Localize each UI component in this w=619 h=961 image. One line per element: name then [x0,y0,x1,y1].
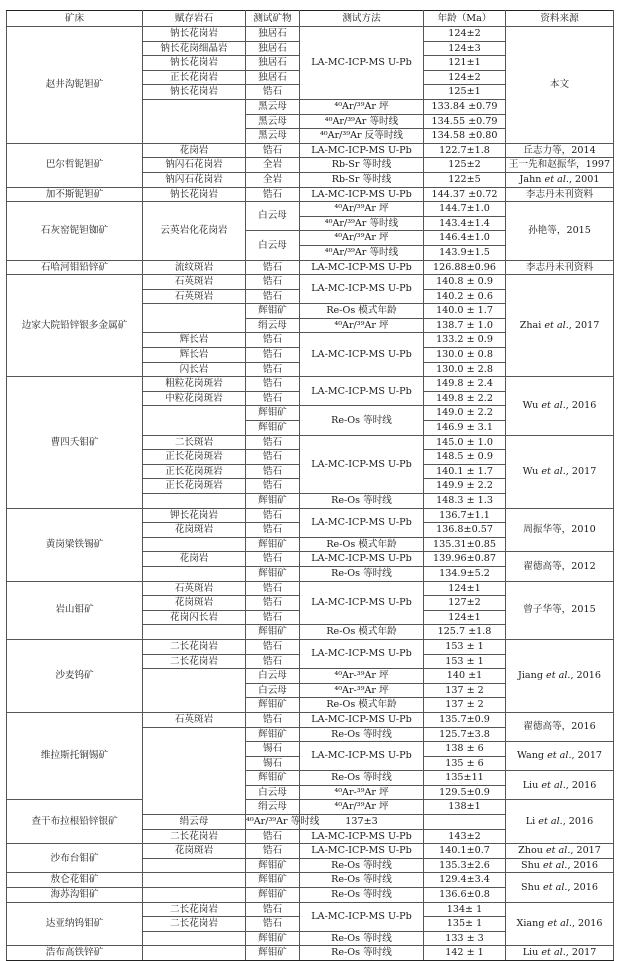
deposit-cell: 曹四夭钼矿 [7,377,143,508]
source-cell: Wu et al., 2016 [506,377,614,435]
age-cell: 145.0 ± 1.0 [424,435,506,450]
deposit-cell: 海苏沟钼矿 [7,888,143,903]
mineral-cell: 全岩 [246,172,300,187]
method-cell: Re-Os 等时线 [300,873,424,888]
mineral-cell: 白云母 [246,683,300,698]
host-rock-cell: 辉长岩 [143,348,246,363]
age-cell: 125±1 [424,85,506,100]
host-rock-cell [143,494,246,509]
age-cell: 140.8 ± 0.9 [424,275,506,290]
host-rock-cell [143,873,246,888]
mineral-cell: 白云母 [246,669,300,684]
age-cell: 129.5±0.9 [424,785,506,800]
deposit-cell: 黄岗梁铁锡矿 [7,508,143,581]
source-cell: 本文 [506,27,614,144]
host-rock-cell: 钠长花岗岩 [143,56,246,71]
age-cell: 149.8 ± 2.4 [424,377,506,392]
mineral-cell: 锆石 [246,581,300,596]
age-cell: 144.7±1.0 [424,202,506,217]
method-cell: LA-MC-ICP-MS U-Pb [300,435,424,493]
host-rock-cell: 花岗岩 [143,143,246,158]
method-cell: ⁴⁰Ar/³⁹Ar 坪 [300,318,424,333]
host-rock-cell [143,537,246,552]
host-rock-cell [143,727,246,815]
age-cell: 143±2 [424,829,506,844]
host-rock-cell [143,304,246,333]
method-cell: LA-MC-ICP-MS U-Pb [300,333,424,377]
header-row [7,11,614,27]
age-cell: 148.5 ± 0.9 [424,450,506,465]
mineral-cell: 辉钼矿 [246,727,300,742]
age-cell: 148.3 ± 1.3 [424,494,506,509]
data-table [6,10,614,961]
age-cell: 149.0 ± 2.2 [424,406,506,421]
mineral-cell: 锆石 [246,654,300,669]
deposit-cell: 浩布高铁锌矿 [7,946,143,961]
host-rock-cell: 钾长花岗岩 [143,508,246,523]
host-rock-cell: 石英斑岩 [143,712,246,727]
mineral-cell: 绢云母 [246,800,300,815]
deposit-cell: 敖仑花钼矿 [7,873,143,888]
method-cell: Re-Os 等时线 [300,931,424,946]
mineral-cell: 辉钼矿 [246,406,300,421]
mineral-cell: 锆石 [246,844,300,859]
deposit-cell: 达亚纳钨钼矿 [7,902,143,946]
method-cell: LA-MC-ICP-MS U-Pb [300,552,424,567]
age-cell: 134± 1 [424,902,506,917]
col-header-deposit: 矿床 [7,11,143,27]
source-cell: Xiang et al., 2016 [506,902,614,946]
mineral-cell: 辉钼矿 [246,304,300,319]
host-rock-cell: 钠闪石花岗岩 [143,172,246,187]
age-cell: 130.0 ± 2.8 [424,362,506,377]
method-cell: ⁴⁰Ar-³⁹Ar 坪 [300,669,424,684]
col-header-source: 资料来源 [506,11,614,27]
age-cell: 139.96±0.87 [424,552,506,567]
deposit-cell: 沙麦钨矿 [7,639,143,712]
host-rock-cell: 花岗闪长岩 [143,610,246,625]
age-cell: 124±1 [424,581,506,596]
source-cell: Li et al., 2016 [506,800,614,844]
mineral-cell: 锆石 [246,523,300,538]
host-rock-cell: 云英岩化花岗岩 [143,202,246,260]
mineral-cell: 锆石 [246,260,300,275]
method-cell: LA-MC-ICP-MS U-Pb [300,27,424,100]
mineral-cell: 独居石 [246,56,300,71]
mineral-cell: 辉钼矿 [246,625,300,640]
source-cell: Shu et al., 2016 [506,873,614,902]
age-cell: 134.58 ±0.80 [424,129,506,144]
table-row [7,873,614,888]
mineral-cell: 锆石 [246,187,300,202]
host-rock-cell: 粗粒花岗斑岩 [143,377,246,392]
mineral-cell: 锆石 [246,596,300,611]
deposit-cell: 沙布台钼矿 [7,844,143,873]
method-cell: ⁴⁰Ar/³⁹Ar 坪 [300,99,424,114]
age-cell: 153 ± 1 [424,654,506,669]
deposit-cell: 赵井沟铌钽矿 [7,27,143,144]
host-rock-cell: 花岗斑岩 [143,523,246,538]
method-cell: Re-Os 等时线 [300,406,424,435]
mineral-cell: 辉钼矿 [246,873,300,888]
method-cell: Re-Os 等时线 [300,771,424,786]
mineral-cell: 锆石 [246,275,300,290]
age-cell: 135± 1 [424,917,506,932]
age-cell: 144.37 ±0.72 [424,187,506,202]
method-cell: LA-MC-ICP-MS U-Pb [300,275,424,304]
deposit-cell: 石哈河钼铅锌矿 [7,260,143,275]
deposit-cell: 边家大院铅锌银多金属矿 [7,275,143,377]
host-rock-cell: 石英斑岩 [143,275,246,290]
host-rock-cell: 钠长花岗细晶岩 [143,41,246,56]
source-cell: Wang et al., 2017 [506,742,614,771]
age-cell: 133.84 ±0.79 [424,99,506,114]
deposit-cell: 查干布拉根铅锌银矿 [7,800,143,844]
mineral-cell: 锆石 [246,348,300,363]
mineral-cell: 辉钼矿 [246,494,300,509]
age-cell: 146.9 ± 3.1 [424,421,506,436]
age-cell: 124±2 [424,27,506,42]
mineral-cell: 锆石 [246,508,300,523]
age-cell: 125.7±3.8 [424,727,506,742]
method-cell: ⁴⁰Ar/³⁹Ar 等时线 [300,245,424,260]
age-cell: 122.7±1.8 [424,143,506,158]
mineral-cell: 锆石 [246,917,300,932]
mineral-cell: 锡石 [246,756,300,771]
host-rock-cell: 辉长岩 [143,333,246,348]
source-cell: Zhou et al., 2017 [506,844,614,859]
table-row [7,260,614,275]
mineral-cell: 锆石 [246,639,300,654]
table-row [7,275,614,290]
source-cell: Shu et al., 2016 [506,858,614,873]
method-cell: LA-MC-ICP-MS U-Pb [300,143,424,158]
source-cell: Jahn et al., 2001 [506,172,614,187]
age-cell: 135±11 [424,771,506,786]
method-cell: LA-MC-ICP-MS U-Pb [300,260,424,275]
method-cell: ⁴⁰Ar/³⁹Ar 反等时线 [300,129,424,144]
age-cell: 134.55 ±0.79 [424,114,506,129]
age-cell: 130.0 ± 0.8 [424,348,506,363]
age-cell: 133.2 ± 0.9 [424,333,506,348]
mineral-cell: 辉钼矿 [246,888,300,903]
mineral-cell: 锆石 [246,435,300,450]
host-rock-cell: 花岗岩 [143,552,246,567]
host-rock-cell [143,669,246,713]
mineral-cell: 白云母 [246,785,300,800]
method-cell: LA-MC-ICP-MS U-Pb [300,844,424,859]
method-cell: Re-Os 等时线 [300,946,424,961]
mineral-cell: 辉钼矿 [246,566,300,581]
mineral-cell: 独居石 [246,70,300,85]
mineral-cell: 绢云母 [246,318,300,333]
method-cell: Re-Os 等时线 [300,888,424,903]
mineral-cell: 独居石 [246,41,300,56]
mineral-cell: 锆石 [246,362,300,377]
table-row [7,508,614,523]
table-row [7,143,614,158]
source-cell: Liu et al., 2016 [506,771,614,800]
mineral-cell: 黑云母 [246,129,300,144]
source-cell: Liu et al., 2017 [506,946,614,961]
mineral-cell: 全岩 [246,158,300,173]
deposit-cell: 维拉斯托铜锡矿 [7,712,143,800]
host-rock-cell: 钠长花岗岩 [143,85,246,100]
method-cell: LA-MC-ICP-MS U-Pb [300,508,424,537]
age-cell: 134.9±5.2 [424,566,506,581]
mineral-cell: 锆石 [246,391,300,406]
method-cell: Re-Os 等时线 [300,858,424,873]
deposit-cell: 加不斯铌钽矿 [7,187,143,202]
age-cell: 136.8±0.57 [424,523,506,538]
method-cell: ⁴⁰Ar/³⁹Ar 坪 [300,231,424,246]
age-cell: 140.2 ± 0.6 [424,289,506,304]
age-cell: 126.88±0.96 [424,260,506,275]
host-rock-cell [143,931,246,946]
source-cell: 丘志力等，2014 [506,143,614,158]
mineral-cell: 锡石 [246,742,300,757]
age-cell: 153 ± 1 [424,639,506,654]
table-row [7,946,614,961]
deposit-cell: 石灰窑铌钽铷矿 [7,202,143,260]
host-rock-cell: 流纹斑岩 [143,260,246,275]
source-cell: 李志丹未刊资料 [506,260,614,275]
mineral-cell: 锆石 [246,143,300,158]
method-cell: LA-MC-ICP-MS U-Pb [300,187,424,202]
method-cell: LA-MC-ICP-MS U-Pb [300,712,424,727]
mineral-cell: 辉钼矿 [246,698,300,713]
method-cell: ⁴⁰Ar/³⁹Ar 坪 [300,202,424,217]
mineral-cell: 黑云母 [246,99,300,114]
mineral-cell: 锆石 [246,902,300,917]
method-cell: Re-Os 等时线 [300,727,424,742]
host-rock-cell: 花岗斑岩 [143,844,246,859]
method-cell: LA-MC-ICP-MS U-Pb [300,377,424,406]
method-cell: Re-Os 模式年龄 [300,698,424,713]
age-cell: 146.4±1.0 [424,231,506,246]
table-row [7,844,614,859]
host-rock-cell: 钠闪石花岗岩 [143,158,246,173]
source-cell: 翟德高等，2016 [506,712,614,741]
host-rock-cell: 石英斑岩 [143,581,246,596]
method-cell: LA-MC-ICP-MS U-Pb [300,581,424,625]
mineral-cell: 锆石 [246,450,300,465]
host-rock-cell [143,99,246,143]
host-rock-cell: 钠长花岗岩 [143,27,246,42]
host-rock-cell: 石英斑岩 [143,289,246,304]
host-rock-cell: 闪长岩 [143,362,246,377]
deposit-cell: 巴尔哲铌钽矿 [7,143,143,187]
age-cell: 125.7 ±1.8 [424,625,506,640]
table-row [7,27,614,42]
source-cell: 孙艳等，2015 [506,202,614,260]
age-cell: 135.7±0.9 [424,712,506,727]
host-rock-cell [143,406,246,435]
table-row [7,202,614,217]
age-cell: 137 ± 2 [424,698,506,713]
mineral-cell: 辉钼矿 [246,537,300,552]
age-cell: 138±1 [424,800,506,815]
age-cell: 121±1 [424,56,506,71]
table-row [7,902,614,917]
age-cell: 135 ± 6 [424,756,506,771]
host-rock-cell [143,625,246,640]
table-row [7,712,614,727]
method-cell: LA-MC-ICP-MS U-Pb [300,829,424,844]
col-header-method: 测试方法 [300,11,424,27]
source-cell: Zhai et al., 2017 [506,275,614,377]
table-row [7,639,614,654]
method-cell: LA-MC-ICP-MS U-Pb [300,742,424,771]
method-cell: ⁴⁰Ar/³⁹Ar 等时线 [300,216,424,231]
age-cell: 149.8 ± 2.2 [424,391,506,406]
method-cell: LA-MC-ICP-MS U-Pb [300,902,424,931]
mineral-cell: 锆石 [246,712,300,727]
age-cell: 124±1 [424,610,506,625]
method-cell: Rb-Sr 等时线 [300,172,424,187]
age-cell: 140.0 ± 1.7 [424,304,506,319]
mineral-cell: 锆石 [246,333,300,348]
host-rock-cell: 二长花岗岩 [143,902,246,917]
source-cell: 李志丹未刊资料 [506,187,614,202]
host-rock-cell [143,946,246,961]
method-cell: LA-MC-ICP-MS U-Pb [300,639,424,668]
age-cell: 127±2 [424,596,506,611]
age-cell: 135.31±0.85 [424,537,506,552]
source-cell: 王一先和赵振华，1997 [506,158,614,173]
host-rock-cell: 钠长花岗岩 [143,187,246,202]
age-cell: 136.6±0.8 [424,888,506,903]
source-cell: 周振华等，2010 [506,508,614,552]
mineral-cell: 锆石 [246,552,300,567]
host-rock-cell: 二长花岗岩 [143,654,246,669]
host-rock-cell: 二长花岗岩 [143,917,246,932]
mineral-cell: 辉钼矿 [246,421,300,436]
age-cell: 140 ±1 [424,669,506,684]
host-rock-cell [143,566,246,581]
host-rock-cell: 中粒花岗斑岩 [143,391,246,406]
age-cell: 124±3 [424,41,506,56]
method-cell: Re-Os 等时线 [300,494,424,509]
age-cell: 149.9 ± 2.2 [424,479,506,494]
table-row [7,581,614,596]
mineral-cell: 黑云母 [246,114,300,129]
age-cell: 124±2 [424,70,506,85]
method-cell: ⁴⁰Ar/³⁹Ar 等时线 [246,815,300,830]
method-cell: ⁴⁰Ar/³⁹Ar 等时线 [300,114,424,129]
host-rock-cell: 正长花岗斑岩 [143,450,246,465]
age-cell: 136.7±1.1 [424,508,506,523]
mineral-cell: 白云母 [246,202,300,231]
col-header-mineral: 测试矿物 [246,11,300,27]
mineral-cell: 辉钼矿 [246,858,300,873]
source-cell: Jiang et al., 2016 [506,639,614,712]
age-cell: 138.7 ± 1.0 [424,318,506,333]
age-cell: 143.4±1.4 [424,216,506,231]
method-cell: Re-Os 模式年龄 [300,537,424,552]
table-row [7,187,614,202]
method-cell: ⁴⁰Ar/³⁹Ar 坪 [300,800,424,815]
source-cell: 曾子华等，2015 [506,581,614,639]
age-cell: 135.3±2.6 [424,858,506,873]
host-rock-cell: 二长花岗岩 [143,829,246,844]
table-row [7,800,614,815]
method-cell: ⁴⁰Ar-³⁹Ar 坪 [300,683,424,698]
age-cell: 140.1±0.7 [424,844,506,859]
mineral-cell: 锆石 [246,610,300,625]
age-cell: 143.9±1.5 [424,245,506,260]
age-cell: 125±2 [424,158,506,173]
host-rock-cell: 正长花岗斑岩 [143,479,246,494]
mineral-cell: 锆石 [246,85,300,100]
host-rock-cell: 花岗斑岩 [143,596,246,611]
mineral-cell: 锆石 [246,289,300,304]
method-cell: Re-Os 等时线 [300,566,424,581]
mineral-cell: 锆石 [246,479,300,494]
method-cell: ⁴⁰Ar-³⁹Ar 坪 [300,785,424,800]
source-cell: 翟德高等，2012 [506,552,614,581]
age-cell: 137±3 [300,815,424,830]
age-cell: 133 ± 3 [424,931,506,946]
host-rock-cell: 正长花岗岩 [143,70,246,85]
mineral-cell: 锆石 [246,464,300,479]
method-cell: Re-Os 模式年龄 [300,304,424,319]
age-cell: 138 ± 6 [424,742,506,757]
age-cell: 129.4±3.4 [424,873,506,888]
mineral-cell: 绢云母 [143,815,246,830]
table-row [7,377,614,392]
method-cell: Re-Os 模式年龄 [300,625,424,640]
host-rock-cell: 二长花岗岩 [143,639,246,654]
mineral-cell: 锆石 [246,829,300,844]
age-cell: 137 ± 2 [424,683,506,698]
age-cell: 140.1 ± 1.7 [424,464,506,479]
mineral-cell: 辉钼矿 [246,771,300,786]
mineral-cell: 独居石 [246,27,300,42]
mineral-cell: 锆石 [246,377,300,392]
mineral-cell: 白云母 [246,231,300,260]
col-header-host-rock: 赋存岩石 [143,11,246,27]
host-rock-cell [143,888,246,903]
deposit-cell: 岩山钼矿 [7,581,143,639]
mineral-cell: 辉钼矿 [246,931,300,946]
age-cell: 122±5 [424,172,506,187]
host-rock-cell [143,858,246,873]
host-rock-cell: 二长斑岩 [143,435,246,450]
age-cell: 142 ± 1 [424,946,506,961]
source-cell: Wu et al., 2017 [506,435,614,508]
host-rock-cell: 正长花岗斑岩 [143,464,246,479]
mineral-cell: 辉钼矿 [246,946,300,961]
method-cell: Rb-Sr 等时线 [300,158,424,173]
col-header-age: 年龄（Ma） [424,11,506,27]
